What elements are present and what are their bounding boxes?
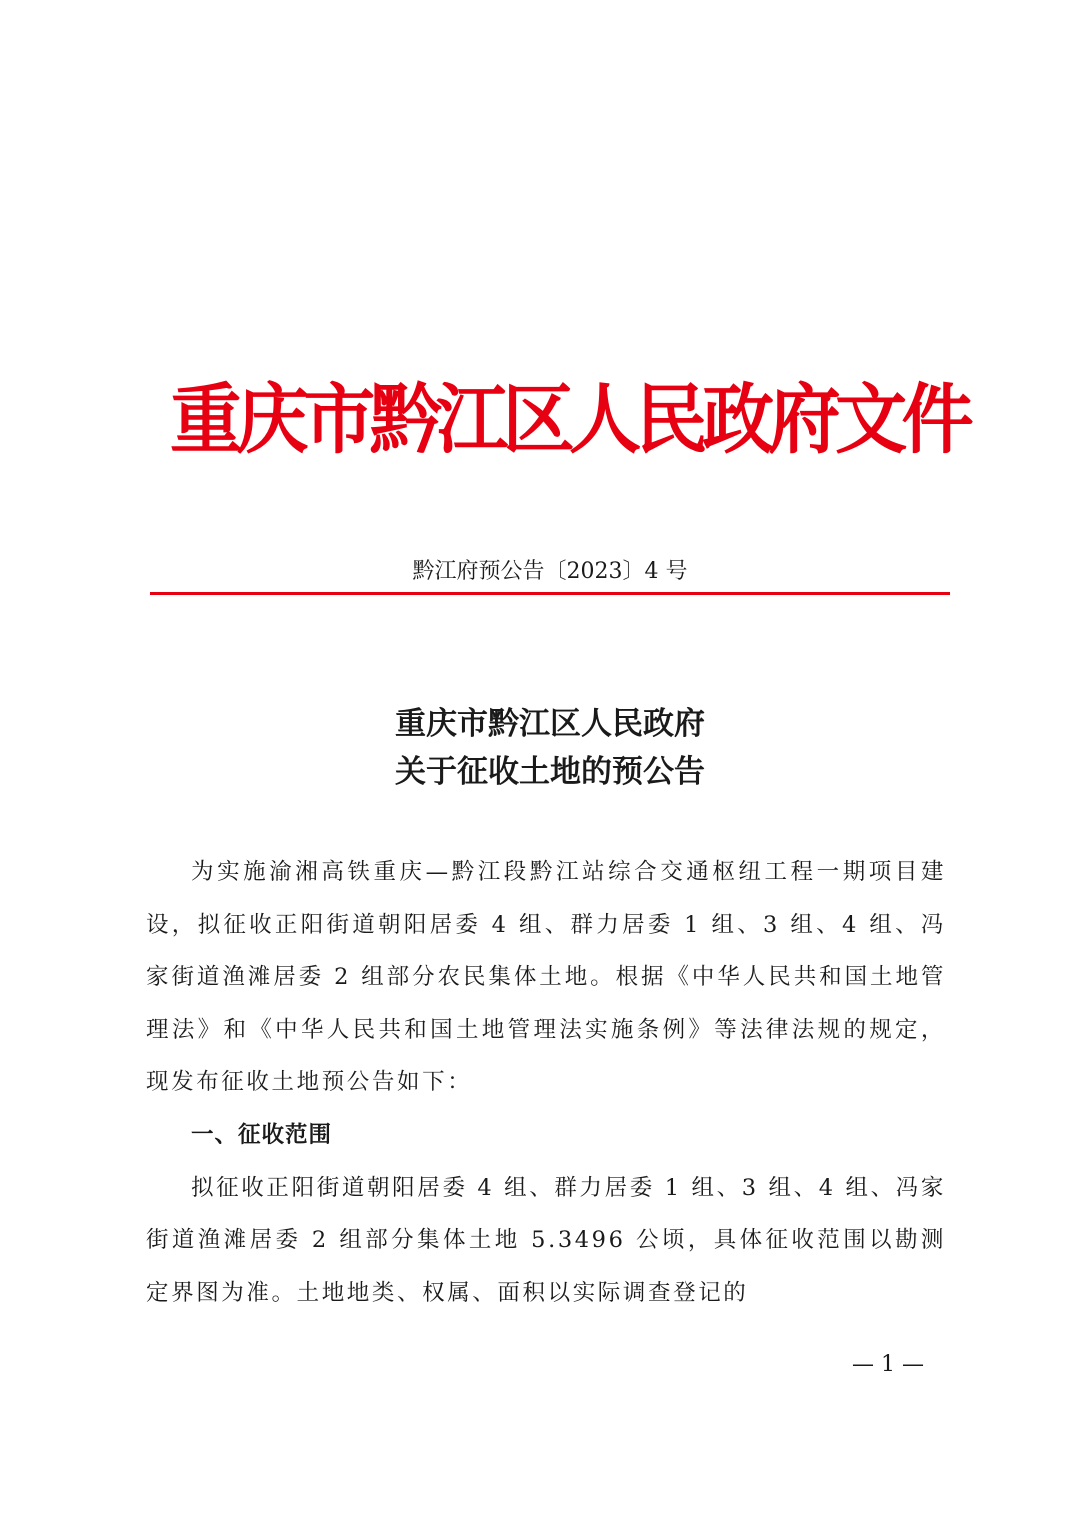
intro-paragraph: 为实施渝湘高铁重庆—黔江段黔江站综合交通枢纽工程一期项目建设，拟征收正阳街道朝阳居委 4 组、群力居委 1 组、3 组、4 组、冯家街道渔滩居委 2 组部分农民集体土地。根据《中华人民共和国土地管理法》和《中华人民共和国土地管理法实施条例》等法律法规的规定，现发布征收土地预公告如下： — [146, 859, 946, 1096]
page-number: — 1 — — [852, 1352, 924, 1377]
document-title-line-2: 关于征收土地的预公告 — [395, 754, 705, 790]
section-scope-paragraph: 拟征收正阳街道朝阳居委 4 组、群力居委 1 组、3 组、4 组、冯家街道渔滩居委 2 组部分集体土地 5.3496 公顷，具体征收范围以勘测定界图为准。土地地类、权属、面积以实际调查登记的 — [146, 1174, 946, 1306]
document-body — [146, 846, 946, 1319]
red-divider-line — [150, 592, 950, 595]
document-masthead: 重庆市黔江区人民政府文件 — [170, 375, 968, 464]
document-title — [150, 700, 950, 796]
document-number: 黔江府预公告〔2023〕4 号 — [412, 559, 688, 584]
section-heading-scope: 一、征收范围 — [191, 1121, 333, 1148]
document-title-line-1: 重庆市黔江区人民政府 — [395, 706, 705, 742]
